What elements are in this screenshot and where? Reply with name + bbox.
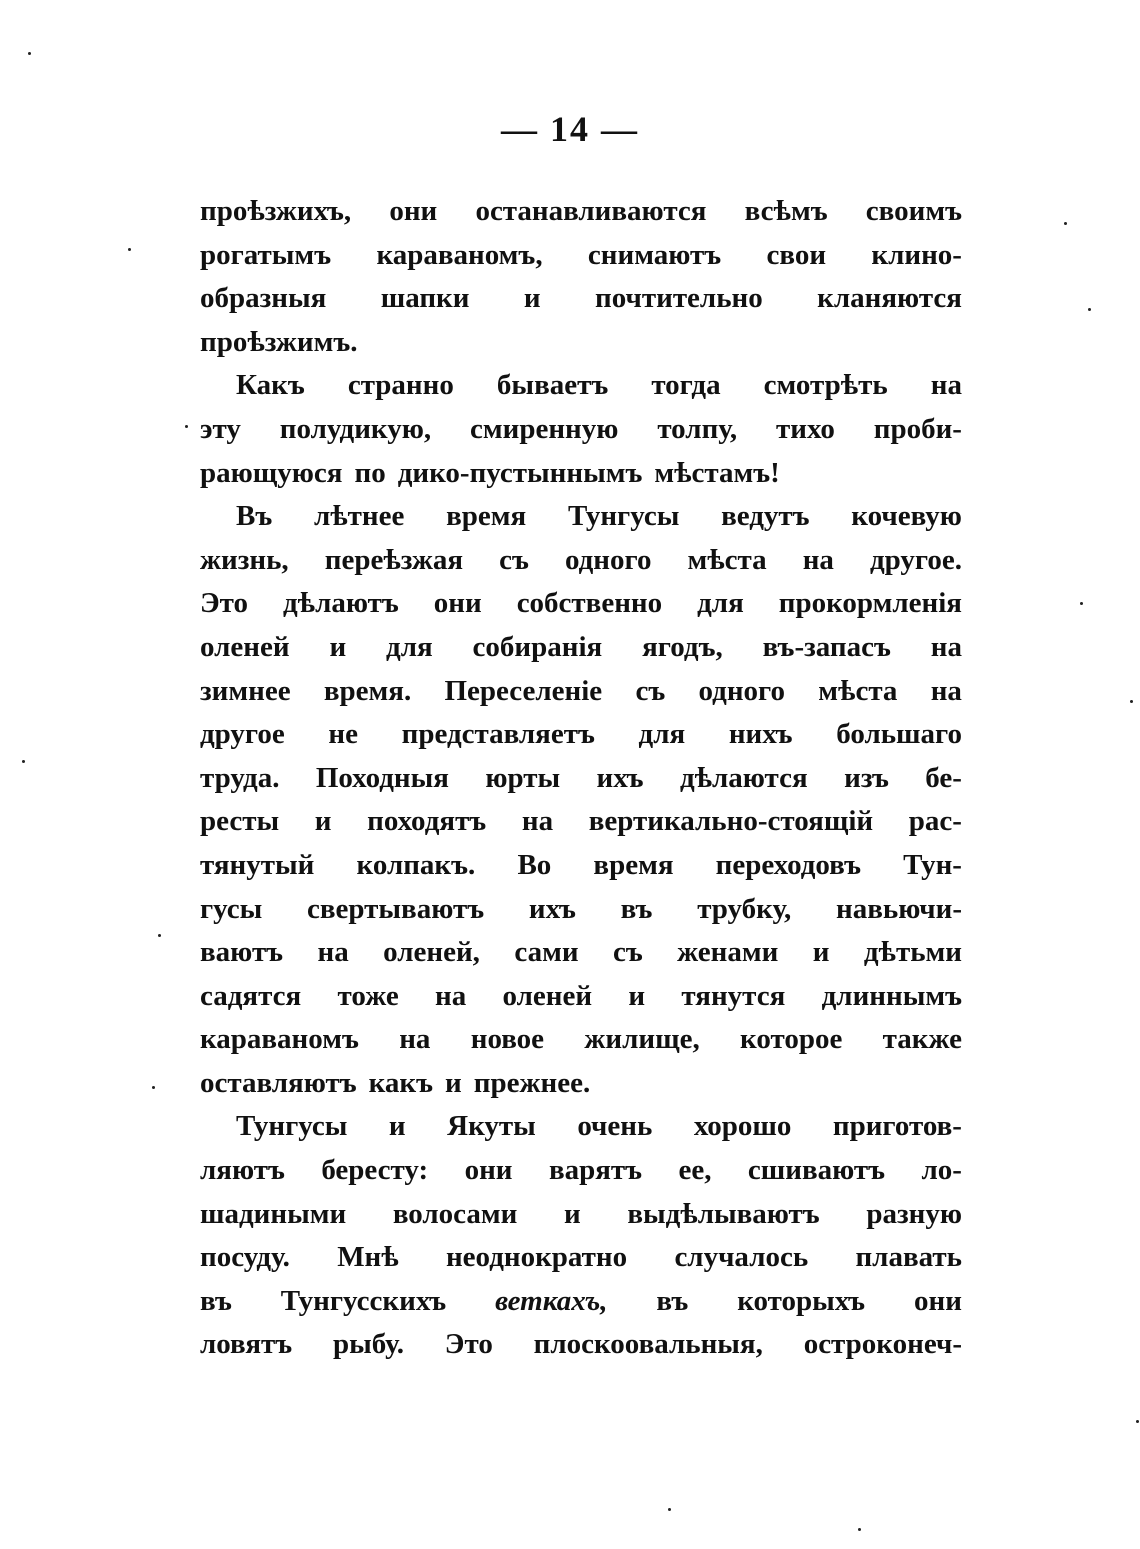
word: которое — [740, 1023, 843, 1056]
word: ло- — [921, 1154, 962, 1187]
word: Тунгусы — [567, 500, 680, 533]
word: тянутся — [681, 979, 786, 1012]
word: Мнѣ — [337, 1241, 399, 1274]
word: на — [930, 674, 962, 707]
body-text — [200, 190, 962, 1367]
text-line — [200, 1062, 962, 1106]
text-line — [200, 670, 962, 714]
word: съ — [635, 674, 666, 707]
scan-speck — [152, 1086, 155, 1089]
word: случалось — [674, 1241, 809, 1274]
word: проѣзжихъ, — [200, 195, 352, 227]
word: на — [802, 543, 834, 576]
scan-speck — [668, 1508, 671, 1511]
text-line — [200, 1280, 962, 1324]
text-line — [200, 975, 962, 1019]
word: Походныя — [315, 761, 449, 794]
word: на — [317, 936, 349, 969]
word: женами — [677, 936, 779, 969]
word: прежнее. — [473, 1066, 591, 1099]
word: собственно — [516, 587, 663, 620]
word: навьючи- — [836, 892, 962, 925]
word: вертикально-стоящій — [588, 805, 874, 838]
word: неоднократно — [445, 1241, 628, 1274]
word: они — [389, 195, 438, 227]
word: очень — [577, 1110, 653, 1143]
word: Во — [517, 848, 552, 881]
word: и — [812, 936, 830, 969]
word: дѣлаются — [679, 761, 808, 794]
word: юрты — [485, 761, 561, 794]
word: жизнь, — [200, 543, 289, 576]
word: полудикую, — [279, 412, 432, 445]
word: ваютъ — [200, 936, 284, 969]
word: труда. — [200, 761, 280, 794]
word: посуду. — [200, 1241, 290, 1274]
word: на — [399, 1023, 431, 1056]
word: бе- — [925, 761, 962, 794]
word: время — [593, 848, 674, 881]
word: для — [386, 630, 433, 663]
word: выдѣлываютъ — [627, 1197, 820, 1230]
word: другое — [200, 718, 285, 751]
word: для — [697, 587, 744, 620]
word: своимъ — [865, 195, 962, 227]
word: на — [930, 369, 962, 402]
word: время. — [323, 674, 412, 707]
word: переходовъ — [715, 848, 862, 881]
word: рающуюся — [200, 456, 343, 489]
word: Какъ — [236, 369, 305, 402]
word: въ-запасъ — [762, 630, 891, 663]
word: свертываютъ — [307, 892, 485, 925]
word: тогда — [651, 369, 721, 402]
word: ихъ — [528, 892, 576, 925]
word: прокормленія — [778, 587, 962, 620]
word: и — [388, 1110, 406, 1143]
word: всѣмъ — [744, 195, 828, 227]
word: въ — [620, 892, 653, 925]
scan-speck — [28, 52, 31, 55]
word: Тунгусы — [236, 1110, 348, 1143]
word: также — [882, 1023, 962, 1056]
word: гусы — [200, 892, 263, 925]
text-line — [200, 1018, 962, 1062]
word: колпакъ. — [356, 848, 476, 881]
word: рогатымъ — [200, 238, 332, 271]
word: ее, — [678, 1154, 712, 1187]
word: другое. — [869, 543, 962, 576]
word: свои — [766, 238, 827, 271]
word: караваномъ — [200, 1023, 359, 1056]
text-line — [200, 321, 962, 365]
word: одного — [698, 674, 786, 707]
word: Тун- — [903, 848, 962, 881]
word: Якуты — [447, 1110, 536, 1143]
word: они — [433, 587, 482, 620]
text-line — [200, 626, 962, 670]
word: и — [314, 805, 332, 838]
text-line — [200, 495, 962, 539]
word: мѣста — [818, 674, 898, 707]
text-line — [200, 1149, 962, 1193]
word: для — [638, 718, 686, 751]
word: клино- — [871, 238, 962, 271]
scan-speck — [858, 1528, 861, 1531]
word: нихъ — [728, 718, 793, 751]
scan-speck — [1080, 602, 1083, 605]
word: сшиваютъ — [747, 1154, 886, 1187]
word: шадиными — [200, 1197, 347, 1230]
text-line — [200, 190, 962, 234]
text-line — [200, 931, 962, 975]
scan-speck — [185, 425, 188, 428]
word: походятъ — [367, 805, 487, 838]
text-line — [200, 888, 962, 932]
word: дѣтьми — [863, 936, 962, 969]
word: тихо — [776, 412, 835, 445]
word: плоскоовальныя, — [533, 1328, 763, 1361]
word: караваномъ, — [376, 238, 543, 271]
word: оленей, — [383, 936, 480, 969]
word: они — [914, 1284, 962, 1317]
scan-speck — [1136, 1420, 1139, 1423]
scan-speck — [158, 934, 161, 937]
word: оленей — [502, 979, 593, 1012]
word: оставляютъ — [200, 1066, 357, 1099]
word: ихъ — [596, 761, 644, 794]
word: смотрѣть — [763, 369, 888, 402]
word: съ — [499, 543, 529, 576]
scan-speck — [1130, 700, 1133, 703]
word: съ — [612, 936, 643, 969]
text-line — [200, 452, 962, 496]
page-number: — 14 — — [501, 109, 639, 149]
word: тоже — [337, 979, 399, 1012]
scan-speck — [1064, 222, 1067, 225]
word: приготов- — [832, 1110, 962, 1143]
word: зимнее — [200, 674, 291, 707]
text-line — [200, 364, 962, 408]
word: разную — [866, 1197, 962, 1230]
word: въ — [200, 1284, 232, 1317]
word: бересту: — [321, 1154, 429, 1187]
word: эту — [200, 412, 241, 445]
word: ресты — [200, 805, 280, 838]
word: и — [329, 630, 347, 663]
word: по — [354, 456, 386, 489]
word: дѣлаютъ — [283, 587, 399, 620]
word: въ — [656, 1284, 689, 1317]
word: ведутъ — [721, 500, 810, 533]
word: мѣста — [687, 543, 767, 576]
word: шапки — [380, 282, 470, 315]
word: хорошо — [693, 1110, 792, 1143]
word: варятъ — [548, 1154, 643, 1187]
word: собиранія — [472, 630, 603, 663]
word: переѣзжая — [324, 543, 464, 576]
text-line — [200, 1323, 962, 1367]
text-line — [200, 713, 962, 757]
word: смиренную — [470, 412, 619, 445]
word: и — [628, 979, 646, 1012]
word: представляетъ — [401, 718, 595, 751]
word: оленей — [200, 630, 290, 663]
word: останавливаются — [475, 195, 707, 227]
word: Тунгусскихъ — [280, 1284, 447, 1317]
text-line — [200, 277, 962, 321]
word: какъ — [368, 1066, 434, 1099]
word: изъ — [844, 761, 889, 794]
text-line — [200, 844, 962, 888]
word: Въ — [236, 500, 273, 533]
word: рас- — [908, 805, 962, 838]
word: ягодъ, — [642, 630, 723, 663]
text-line — [200, 757, 962, 801]
word: рыбу. — [332, 1328, 404, 1361]
word: Это — [444, 1328, 493, 1361]
scan-speck — [128, 248, 131, 251]
word: волосами — [392, 1197, 518, 1230]
word: проби- — [873, 412, 962, 445]
text-line — [200, 582, 962, 626]
word: они — [464, 1154, 513, 1187]
word: не — [328, 718, 358, 751]
word: снимаютъ — [587, 238, 722, 271]
word: Это — [200, 587, 249, 620]
word: большаго — [836, 718, 962, 751]
word: образныя — [200, 282, 327, 315]
scan-speck — [1088, 308, 1091, 311]
word: на — [435, 979, 467, 1012]
word: толпу, — [657, 412, 738, 445]
word: дико-пустыннымъ — [397, 456, 643, 489]
word: почтительно — [595, 282, 763, 315]
word: бываетъ — [496, 369, 609, 402]
word: Переселеніе — [444, 674, 603, 707]
text-line — [200, 234, 962, 278]
word: кочевую — [851, 500, 962, 533]
word: новое — [470, 1023, 545, 1056]
word: сами — [514, 936, 579, 969]
word: которыхъ — [737, 1284, 866, 1317]
word: длиннымъ — [821, 979, 962, 1012]
word: и — [563, 1197, 581, 1230]
word: на — [521, 805, 554, 838]
word: проѣзжимъ. — [200, 325, 358, 358]
word: трубку, — [697, 892, 792, 925]
word: плавать — [855, 1241, 962, 1274]
word: ловятъ — [200, 1328, 293, 1361]
text-line — [200, 408, 962, 452]
word: на — [930, 630, 962, 663]
word: мѣстамъ! — [654, 456, 780, 489]
scan-speck — [22, 760, 25, 763]
word: садятся — [200, 979, 302, 1012]
word: остроконеч- — [803, 1328, 962, 1361]
word: одного — [564, 543, 652, 576]
word: и — [523, 282, 541, 315]
text-line — [200, 800, 962, 844]
word: время — [446, 500, 527, 533]
word: тянутый — [200, 848, 315, 881]
word: кланяются — [817, 282, 962, 315]
text-line — [200, 1236, 962, 1280]
word: лѣтнее — [313, 500, 405, 533]
word: жилище, — [584, 1023, 700, 1056]
text-line — [200, 1105, 962, 1149]
word: странно — [347, 369, 454, 402]
word: веткахъ, — [495, 1284, 608, 1317]
word: ляютъ — [200, 1154, 285, 1187]
text-line — [200, 1193, 962, 1237]
word: и — [445, 1066, 462, 1099]
text-line — [200, 539, 962, 583]
